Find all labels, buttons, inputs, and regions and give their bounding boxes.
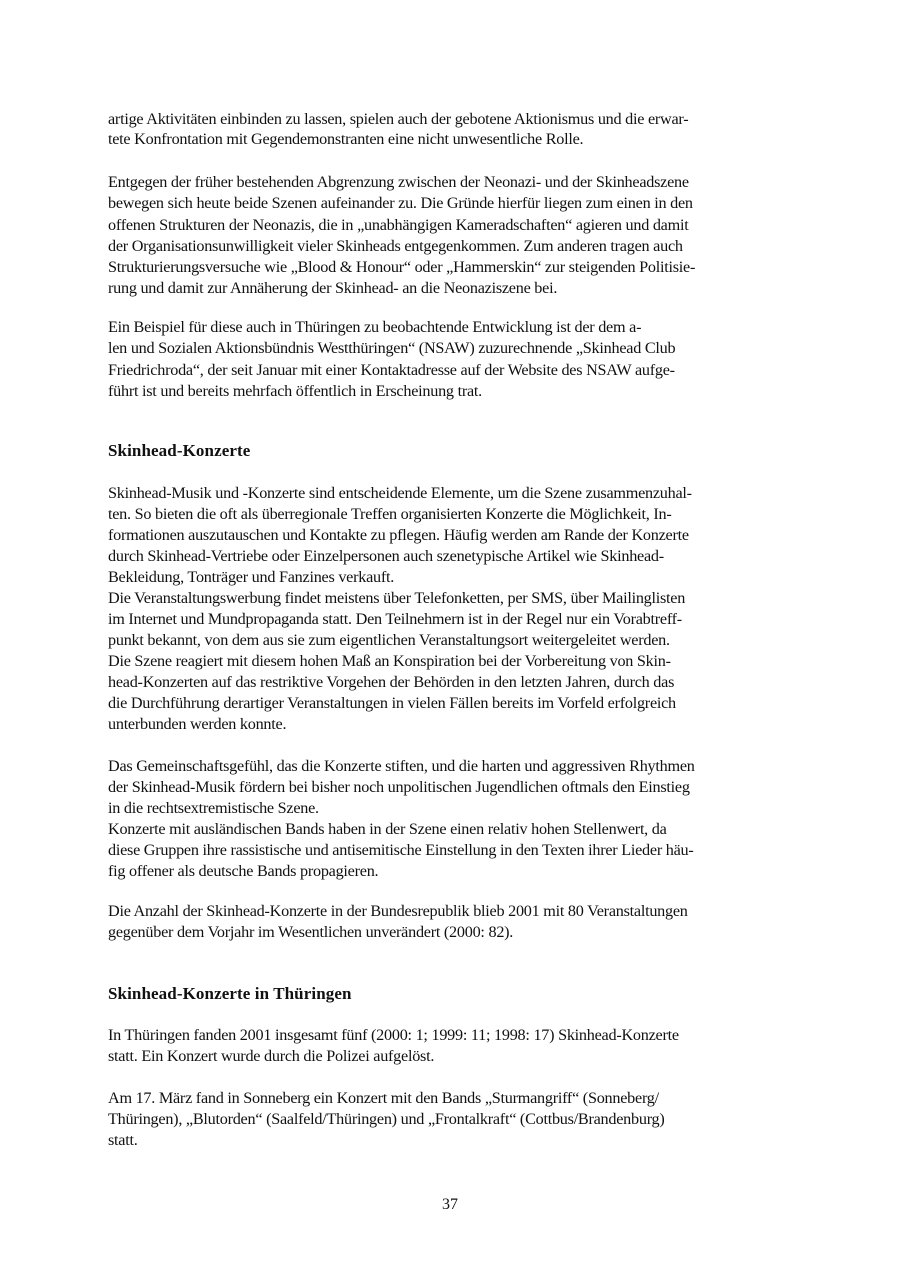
text-line: statt. Ein Konzert wurde durch die Polizei aufgelöst. bbox=[108, 1047, 435, 1065]
text-line: der Skinhead-Musik fördern bei bisher noch unpolitischen Jugendlichen oftmals den Einstieg bbox=[108, 778, 690, 796]
text-line: Thüringen), „Blutorden“ (Saalfeld/Thüringen) und „Frontalkraft“ (Cottbus/Brandenburg) bbox=[108, 1110, 665, 1128]
text-line: Ein Beispiel für diese auch in Thüringen zu beobachtende Entwicklung ist der dem a- bbox=[108, 318, 642, 336]
text-line: artige Aktivitäten einbinden zu lassen, spielen auch der gebotene Aktionismus und die erwar- bbox=[108, 110, 689, 128]
page-number: 37 bbox=[442, 1196, 458, 1213]
text-line: im Internet und Mundpropaganda statt. Den Teilnehmern ist in der Regel nur ein Vorabtreff- bbox=[108, 610, 682, 628]
text-line: offenen Strukturen der Neonazis, die in „unabhängigen Kameradschaften“ agieren und damit bbox=[108, 216, 689, 234]
text-line: in die rechtsextremistische Szene. bbox=[108, 799, 319, 817]
text-line: Das Gemeinschaftsgefühl, das die Konzerte stiften, und die harten und aggressiven Rhythmen bbox=[108, 757, 695, 775]
section-heading: Skinhead-Konzerte in Thüringen bbox=[108, 984, 352, 1003]
text-line: In Thüringen fanden 2001 insgesamt fünf (2000: 1; 1999: 11; 1998: 17) Skinhead-Konzerte bbox=[108, 1026, 679, 1044]
text-line: Die Veranstaltungswerbung findet meistens über Telefonketten, per SMS, über Mailinglisten bbox=[108, 589, 686, 607]
text-line: bewegen sich heute beide Szenen aufeinander zu. Die Gründe hierfür liegen zum einen in den bbox=[108, 194, 693, 212]
text-line: Am 17. März fand in Sonneberg ein Konzert mit den Bands „Sturmangriff“ (Sonneberg/ bbox=[108, 1089, 659, 1107]
text-line: Konzerte mit ausländischen Bands haben in der Szene einen relativ hohen Stellenwert, da bbox=[108, 820, 667, 838]
text-line: durch Skinhead-Vertriebe oder Einzelpersonen auch szenetypische Artikel wie Skinhead- bbox=[108, 547, 664, 565]
section-heading: Skinhead-Konzerte bbox=[108, 441, 251, 460]
text-line: punkt bekannt, von dem aus sie zum eigentlichen Veranstaltungsort weitergeleitet werden. bbox=[108, 631, 670, 649]
text-line: der Organisationsunwilligkeit vieler Skinheads entgegenkommen. Zum anderen tragen auch bbox=[108, 237, 683, 255]
text-line: Die Szene reagiert mit diesem hohen Maß an Konspiration bei der Vorbereitung von Skin- bbox=[108, 652, 671, 670]
text-line: len und Sozialen Aktionsbündnis Westthüringen“ (NSAW) zuzurechnende „Skinhead Club bbox=[108, 339, 676, 357]
text-line: rung und damit zur Annäherung der Skinhead- an die Neonaziszene bei. bbox=[108, 279, 558, 297]
text-line: diese Gruppen ihre rassistische und antisemitische Einstellung in den Texten ihrer Lieder häu- bbox=[108, 841, 694, 859]
text-line: formationen auszutauschen und Kontakte zu pflegen. Häufig werden am Rande der Konzerte bbox=[108, 526, 689, 544]
text-line: die Durchführung derartiger Veranstaltungen in vielen Fällen bereits im Vorfeld erfolgreich bbox=[108, 694, 676, 712]
text-line: führt ist und bereits mehrfach öffentlich in Erscheinung trat. bbox=[108, 382, 482, 400]
text-line: Friedrichroda“, der seit Januar mit einer Kontaktadresse auf der Website des NSAW aufge- bbox=[108, 361, 675, 379]
text-line: ten. So bieten die oft als überregionale Treffen organisierten Konzerte die Möglichkeit, In- bbox=[108, 505, 672, 523]
text-line: fig offener als deutsche Bands propagieren. bbox=[108, 862, 379, 880]
text-line: Entgegen der früher bestehenden Abgrenzung zwischen der Neonazi- und der Skinheadszene bbox=[108, 173, 689, 191]
text-line: Strukturierungsversuche wie „Blood & Honour“ oder „Hammerskin“ zur steigenden Politisie- bbox=[108, 258, 696, 276]
text-line: head-Konzerten auf das restriktive Vorgehen der Behörden in den letzten Jahren, durch das bbox=[108, 673, 675, 691]
text-line: Bekleidung, Tonträger und Fanzines verkauft. bbox=[108, 568, 395, 586]
text-line: Die Anzahl der Skinhead-Konzerte in der Bundesrepublik blieb 2001 mit 80 Veranstaltungen bbox=[108, 902, 688, 920]
text-line: tete Konfrontation mit Gegendemonstranten eine nicht unwesentliche Rolle. bbox=[108, 130, 584, 148]
text-line: statt. bbox=[108, 1131, 138, 1149]
text-line: Skinhead-Musik und -Konzerte sind entscheidende Elemente, um die Szene zusammenzuhal- bbox=[108, 484, 692, 502]
text-line: gegenüber dem Vorjahr im Wesentlichen unverändert (2000: 82). bbox=[108, 923, 514, 941]
text-line: unterbunden werden konnte. bbox=[108, 715, 287, 733]
